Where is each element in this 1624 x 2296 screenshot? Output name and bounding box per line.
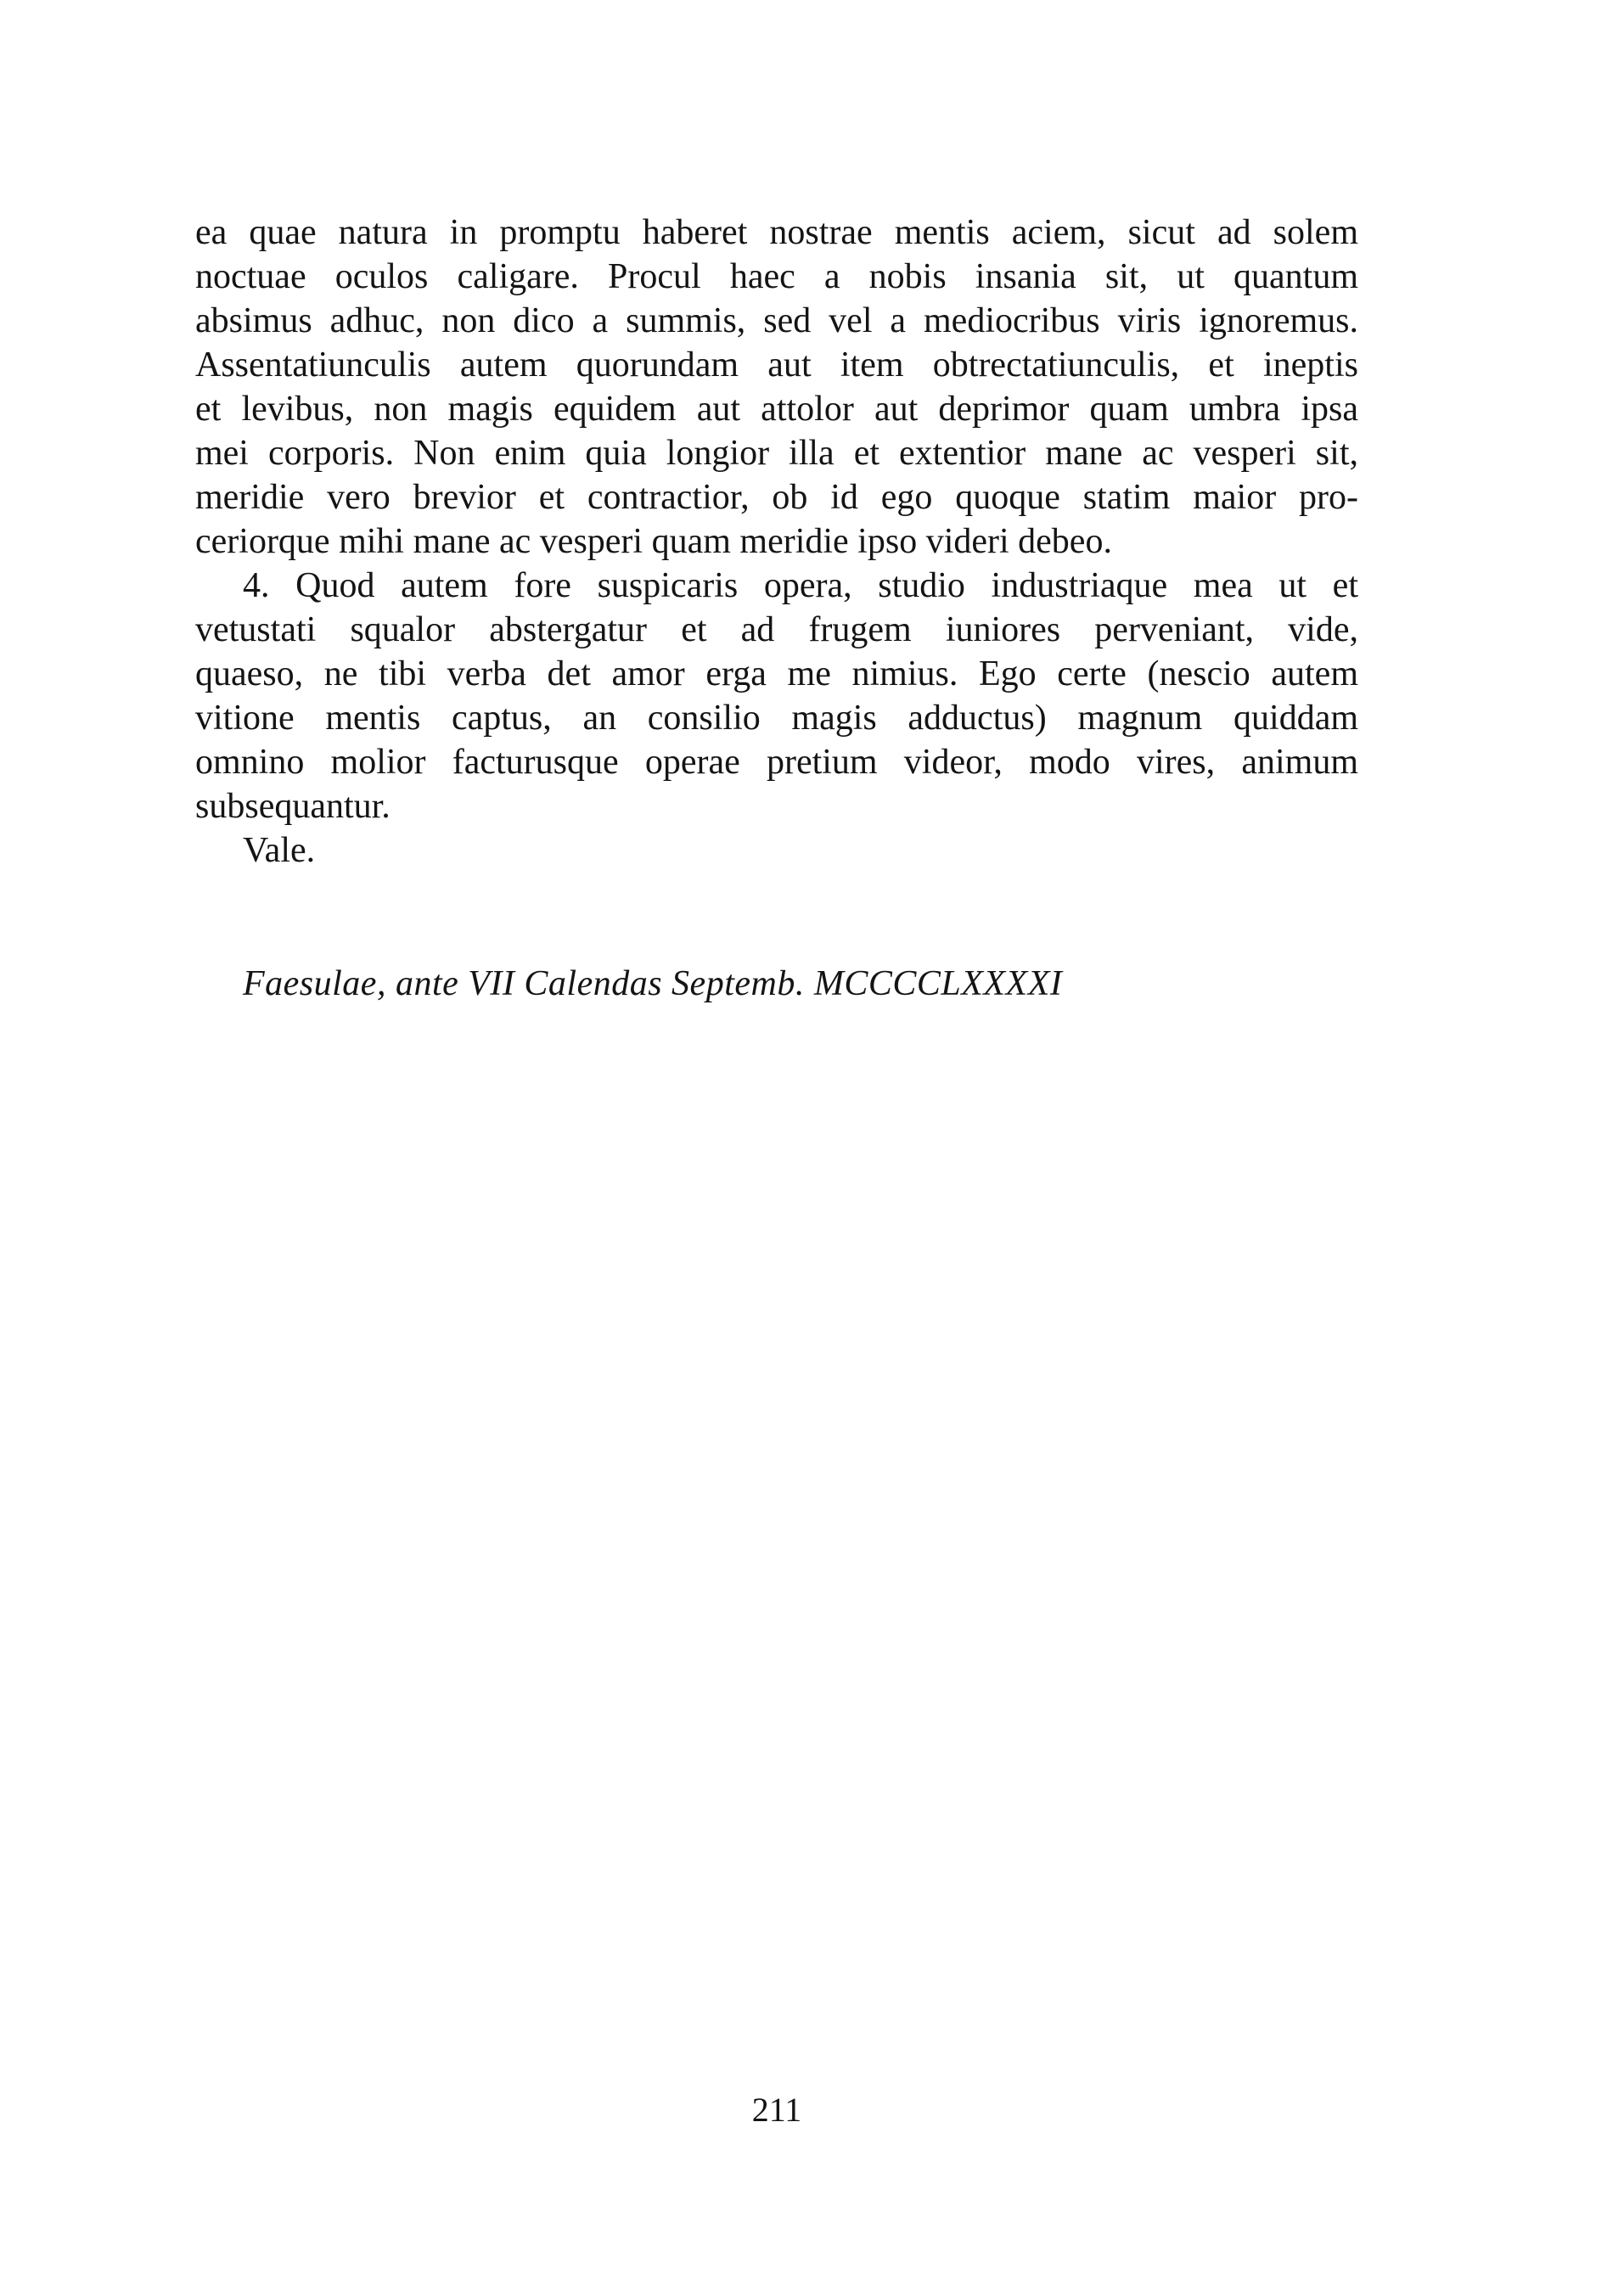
text-line: ceriorque mihi mane ac vesperi quam meridie ipso videri debeo.: [195, 522, 1112, 561]
body-paragraphs: [195, 211, 1358, 873]
text-line: vetustati squalor abstergatur et ad frugem iuniores perveniant, vide,: [195, 610, 1358, 649]
text-line: meridie vero brevior et contractior, ob id ego quoque statim maior pro-: [195, 478, 1358, 517]
text-line: absimus adhuc, non dico a summis, sed vel a mediocribus viris ignoremus.: [195, 301, 1358, 340]
text-line: 4. Quod autem fore suspicaris opera, studio industriaque mea ut et: [243, 566, 1358, 605]
text-line: subsequantur.: [195, 787, 391, 826]
text-line: mei corporis. Non enim quia longior illa et extentior mane ac vesperi sit,: [195, 434, 1358, 473]
body-text: [195, 211, 1358, 1006]
text-line: vitione mentis captus, an consilio magis adductus) magnum quiddam: [195, 699, 1358, 738]
page-number: 211: [751, 2091, 802, 2129]
text-line: quaeso, ne tibi verba det amor erga me nimius. Ego certe (nescio autem: [195, 654, 1358, 693]
text-line: omnino molior facturusque operae pretium videor, modo vires, animum: [195, 743, 1358, 782]
text-line: ea quae natura in promptu haberet nostrae mentis aciem, sicut ad solem: [195, 213, 1358, 252]
text-line: et levibus, non magis equidem aut attolor aut deprimor quam umbra ipsa: [195, 390, 1358, 429]
dateline: Faesulae, ante VII Calendas Septemb. MCCCCLXXXXI: [243, 964, 1063, 1003]
text-line: Vale.: [243, 831, 316, 870]
text-line: Assentatiunculis autem quorundam aut item obtrectatiunculis, et ineptis: [195, 345, 1358, 385]
text-line: noctuae oculos caligare. Procul haec a nobis insania sit, ut quantum: [195, 257, 1358, 296]
